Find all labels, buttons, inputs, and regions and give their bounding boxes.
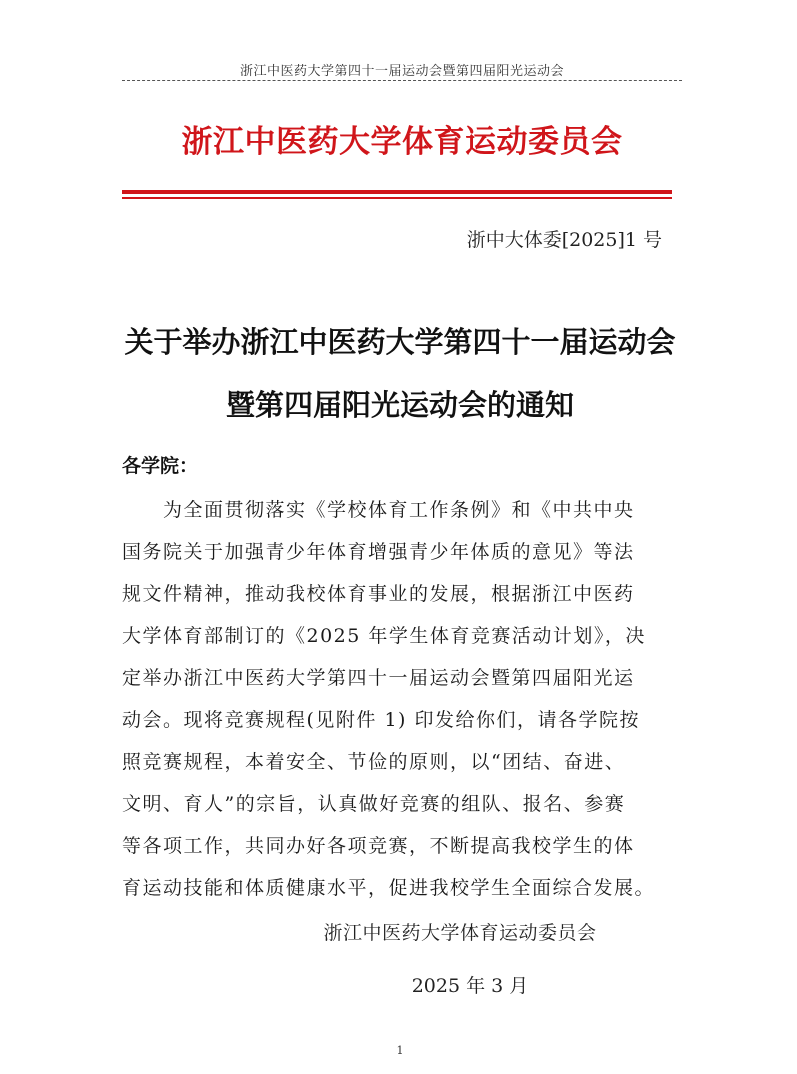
notice-title-line-1: 关于举办浙江中医药大学第四十一届运动会 — [124, 325, 676, 359]
body-line: 国务院关于加强青少年体育增强青少年体质的意见》等法 — [122, 541, 635, 563]
body-line: 定举办浙江中医药大学第四十一届运动会暨第四届阳光运 — [122, 667, 635, 689]
body-line: 为全面贯彻落实《学校体育工作条例》和《中共中央 — [122, 499, 635, 521]
page-number: 1 — [396, 1044, 404, 1057]
body-line: 文明、育人”的宗旨，认真做好竞赛的组队、报名、参赛 — [122, 793, 626, 815]
salutation: 各学院： — [122, 455, 199, 477]
header-rule — [122, 80, 682, 81]
letterhead-red-rule — [122, 190, 672, 194]
body-line: 大学体育部制订的《2025 年学生体育竞赛活动计划》，决 — [122, 625, 646, 647]
body-line: 等各项工作，共同办好各项竞赛，不断提高我校学生的体 — [122, 835, 635, 857]
signature-date: 2025 年 3 月 — [411, 975, 529, 997]
running-header: 浙江中医药大学第四十一届运动会暨第四届阳光运动会 — [239, 64, 564, 79]
letterhead-red-rule-thin — [122, 197, 672, 199]
notice-title-line-2: 暨第四届阳光运动会的通知 — [225, 388, 574, 422]
letterhead-title: 浙江中医药大学体育运动委员会 — [181, 124, 623, 160]
body-line: 育运动技能和体质健康水平，促进我校学生全面综合发展。 — [122, 877, 656, 899]
document-number: 浙中大体委[2025]1 号 — [466, 229, 662, 251]
body-line: 规文件精神，推动我校体育事业的发展，根据浙江中医药 — [122, 583, 635, 605]
body-line: 动会。现将竞赛规程(见附件 1) 印发给你们，请各学院按 — [122, 709, 640, 731]
signature-organization: 浙江中医药大学体育运动委员会 — [323, 922, 597, 944]
body-line: 照竞赛规程，本着安全、节俭的原则，以“团结、奋进、 — [122, 751, 626, 773]
